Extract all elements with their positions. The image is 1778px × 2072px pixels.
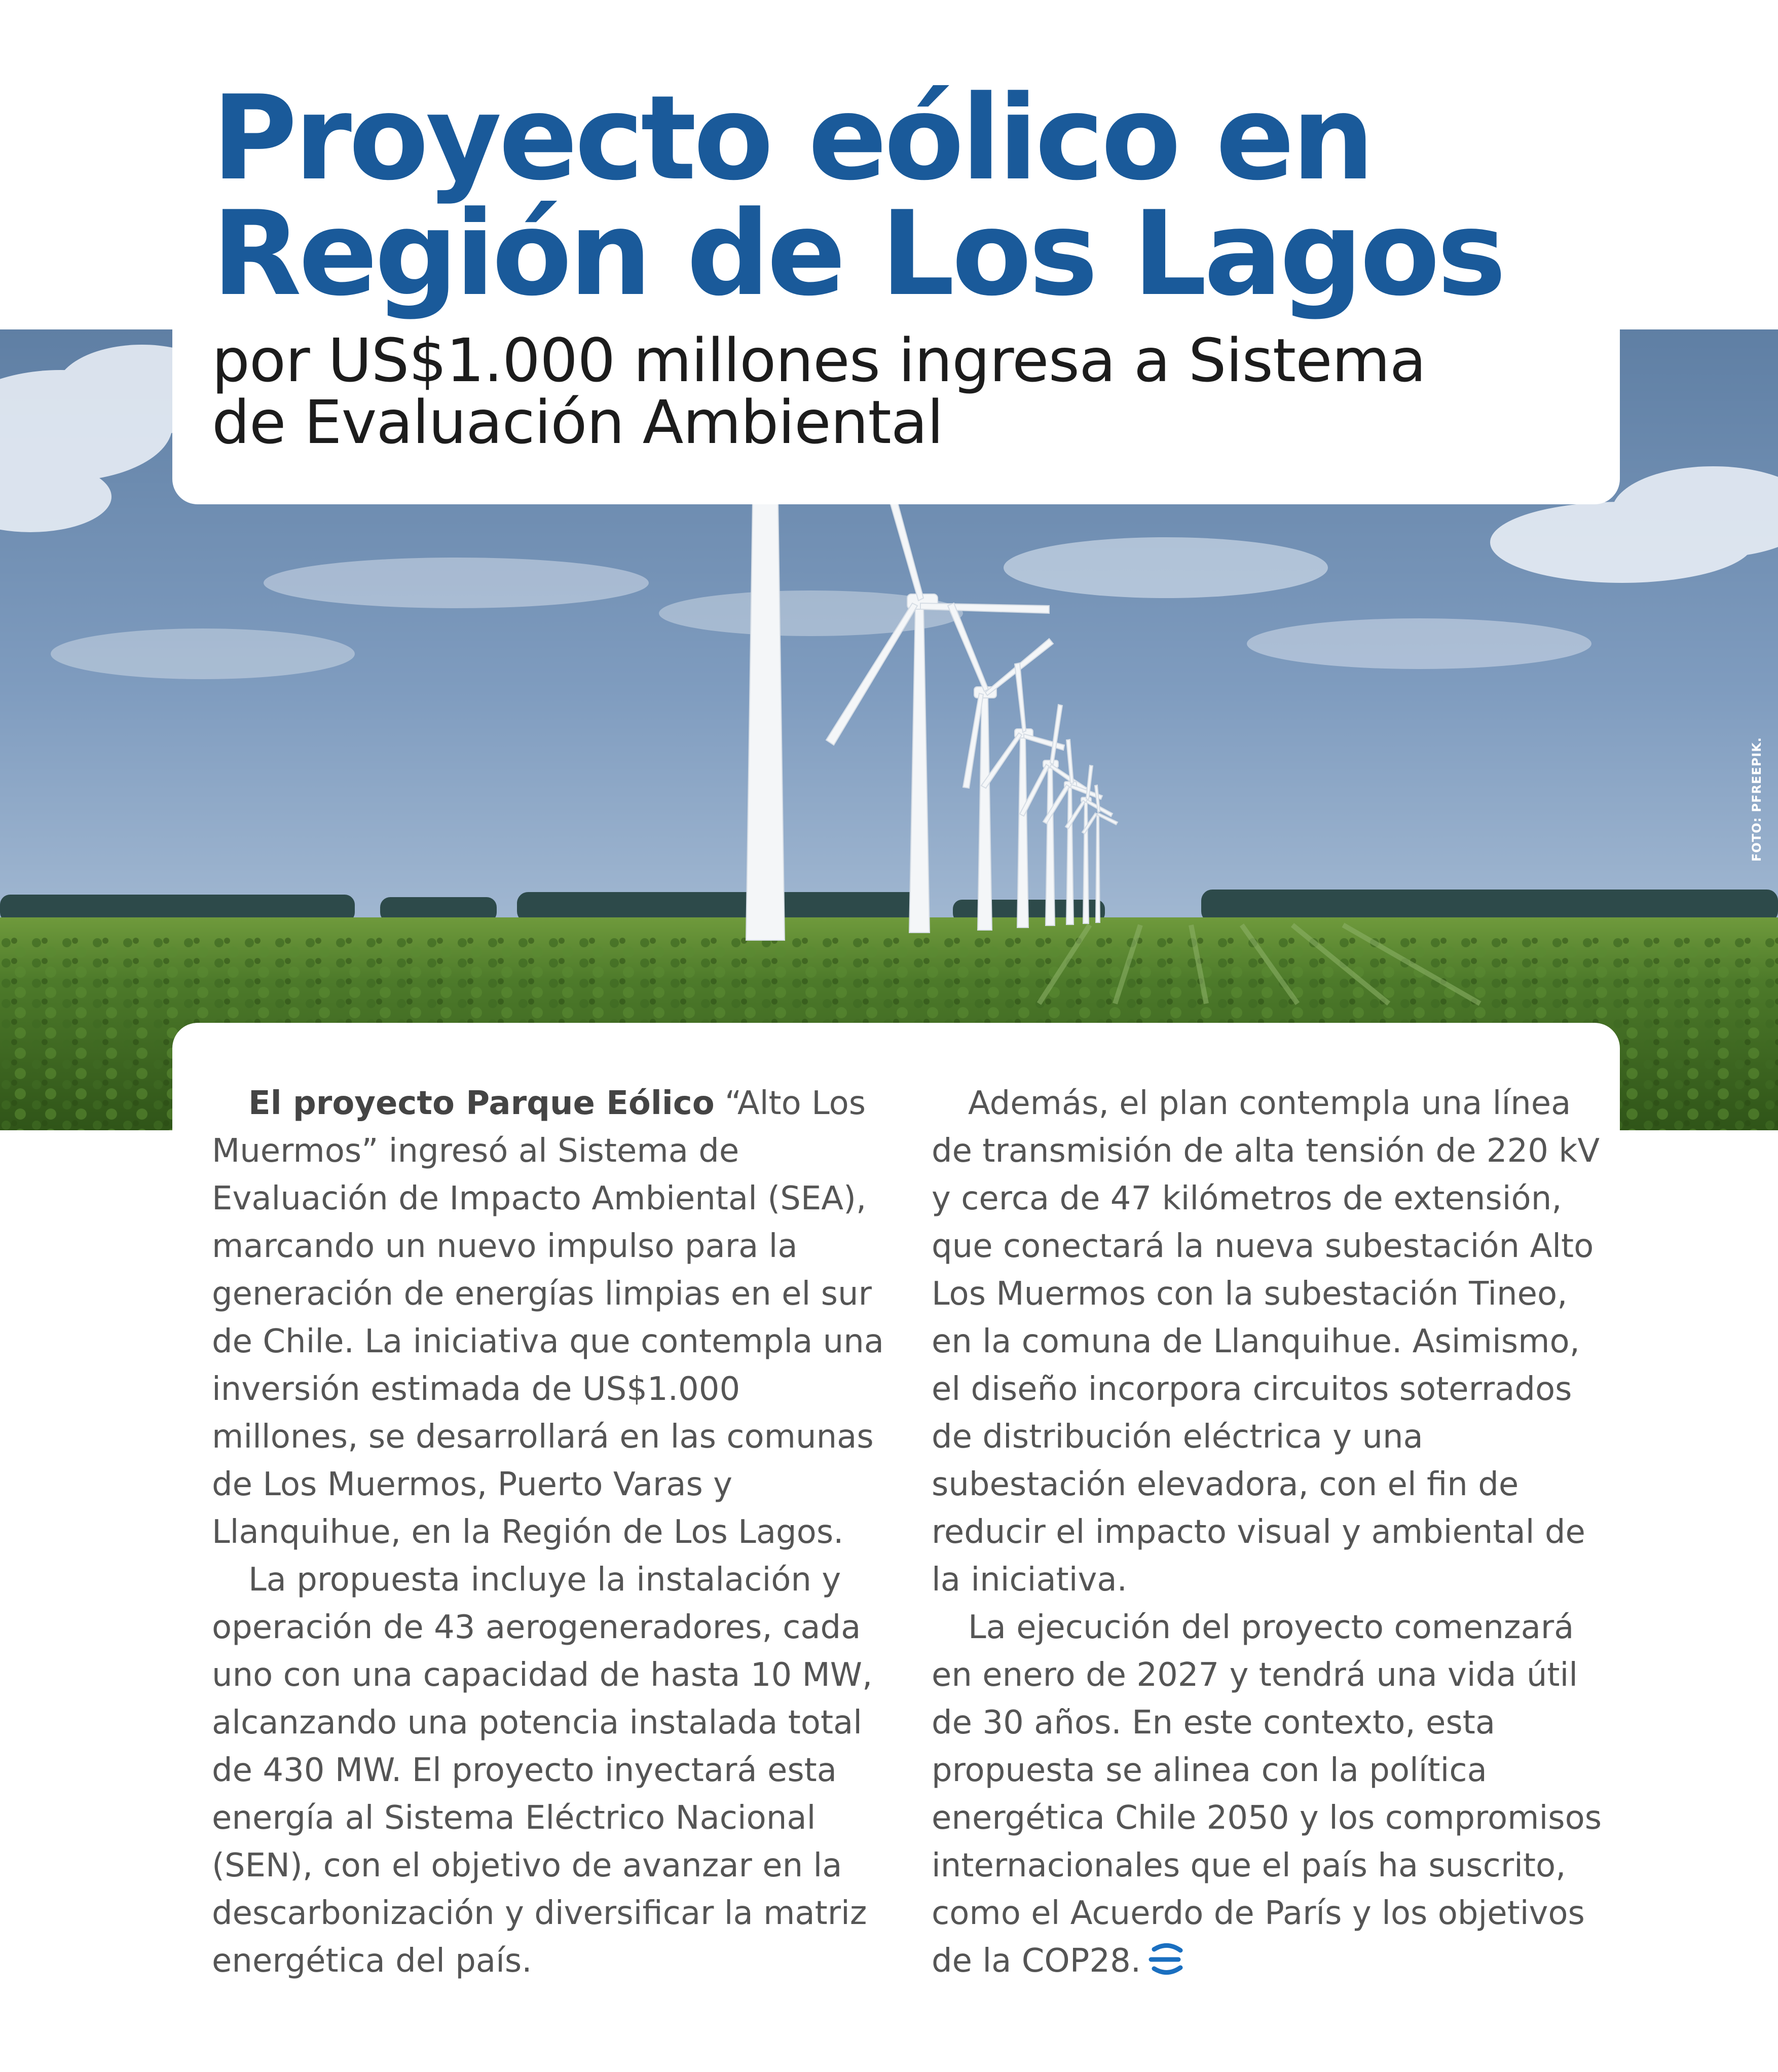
paragraph-text: Además, el plan contempla una línea de transmisión de alta tensión de 220 kV y cerca de 47 kilómetros de extensión, que conectará la nueva subestación Alto Los Muermos con la subestación Tineo, en la comuna de Llanquihue. Asimismo, el diseño incorpora circuitos soterrados de distribución eléctrica y una subestación elevadora, con el fin de reducir el impacto visual y ambiental de la iniciativa. [932, 1085, 1600, 1599]
paragraph-text: La ejecución del proyecto comenzará en enero de 2027 y tendrá una vida útil de 30 años. En este contexto, esta propuesta se alinea con la política energética Chile 2050 y los compromisos internacionales que el país ha suscrito, como el Acuerdo de París y los objetivos de la COP28. [932, 1609, 1602, 1980]
subtitle [212, 325, 1620, 457]
subtitle-line-2: de Evaluación Ambiental [212, 387, 943, 457]
paragraph-lead: El proyecto Parque Eólico [248, 1085, 715, 1122]
paragraph-2 [212, 1556, 886, 1985]
paragraph-text: “Alto Los Muermos” ingresó al Sistema de Evaluación de Impacto Ambiental (SEA), marcando un nuevo impulso para la generación de energías limpias en el sur de Chile. La iniciativa que contempla una inversión estimada de US$1.000 millones, se desarrollará en las comunas de Los Muermos, Puerto Varas y Llanquihue, en la Región de Los Lagos. [212, 1085, 884, 1551]
paragraph-3 [932, 1080, 1606, 1604]
article-column-right [932, 1080, 1606, 1985]
subtitle-line-1: por US$1.000 millones ingresa a Sistema [212, 325, 1426, 395]
photo-credit: FOTO: PFREEPIK. [1750, 736, 1764, 862]
paragraph-1 [212, 1080, 886, 1556]
magazine-end-icon [1148, 1939, 1187, 1978]
headline [212, 71, 1682, 322]
paragraph-text: La propuesta incluye la instalación y operación de 43 aerogeneradores, cada uno con una capacidad de hasta 10 MW, alcanzando una potencia instalada total de 430 MW. El proyecto inyectará esta energía al Sistema Eléctrico Nacional (SEN), con el objetivo de avanzar en la descarbonización y diversificar la matriz energética del país. [212, 1561, 873, 1980]
subtitle-card [172, 325, 1620, 504]
headline-line-1: Proyecto eólico en [212, 71, 1372, 206]
headline-line-2: Región de Los Lagos [212, 187, 1503, 322]
paragraph-4 [932, 1604, 1606, 1985]
article-column-left [212, 1080, 886, 1985]
